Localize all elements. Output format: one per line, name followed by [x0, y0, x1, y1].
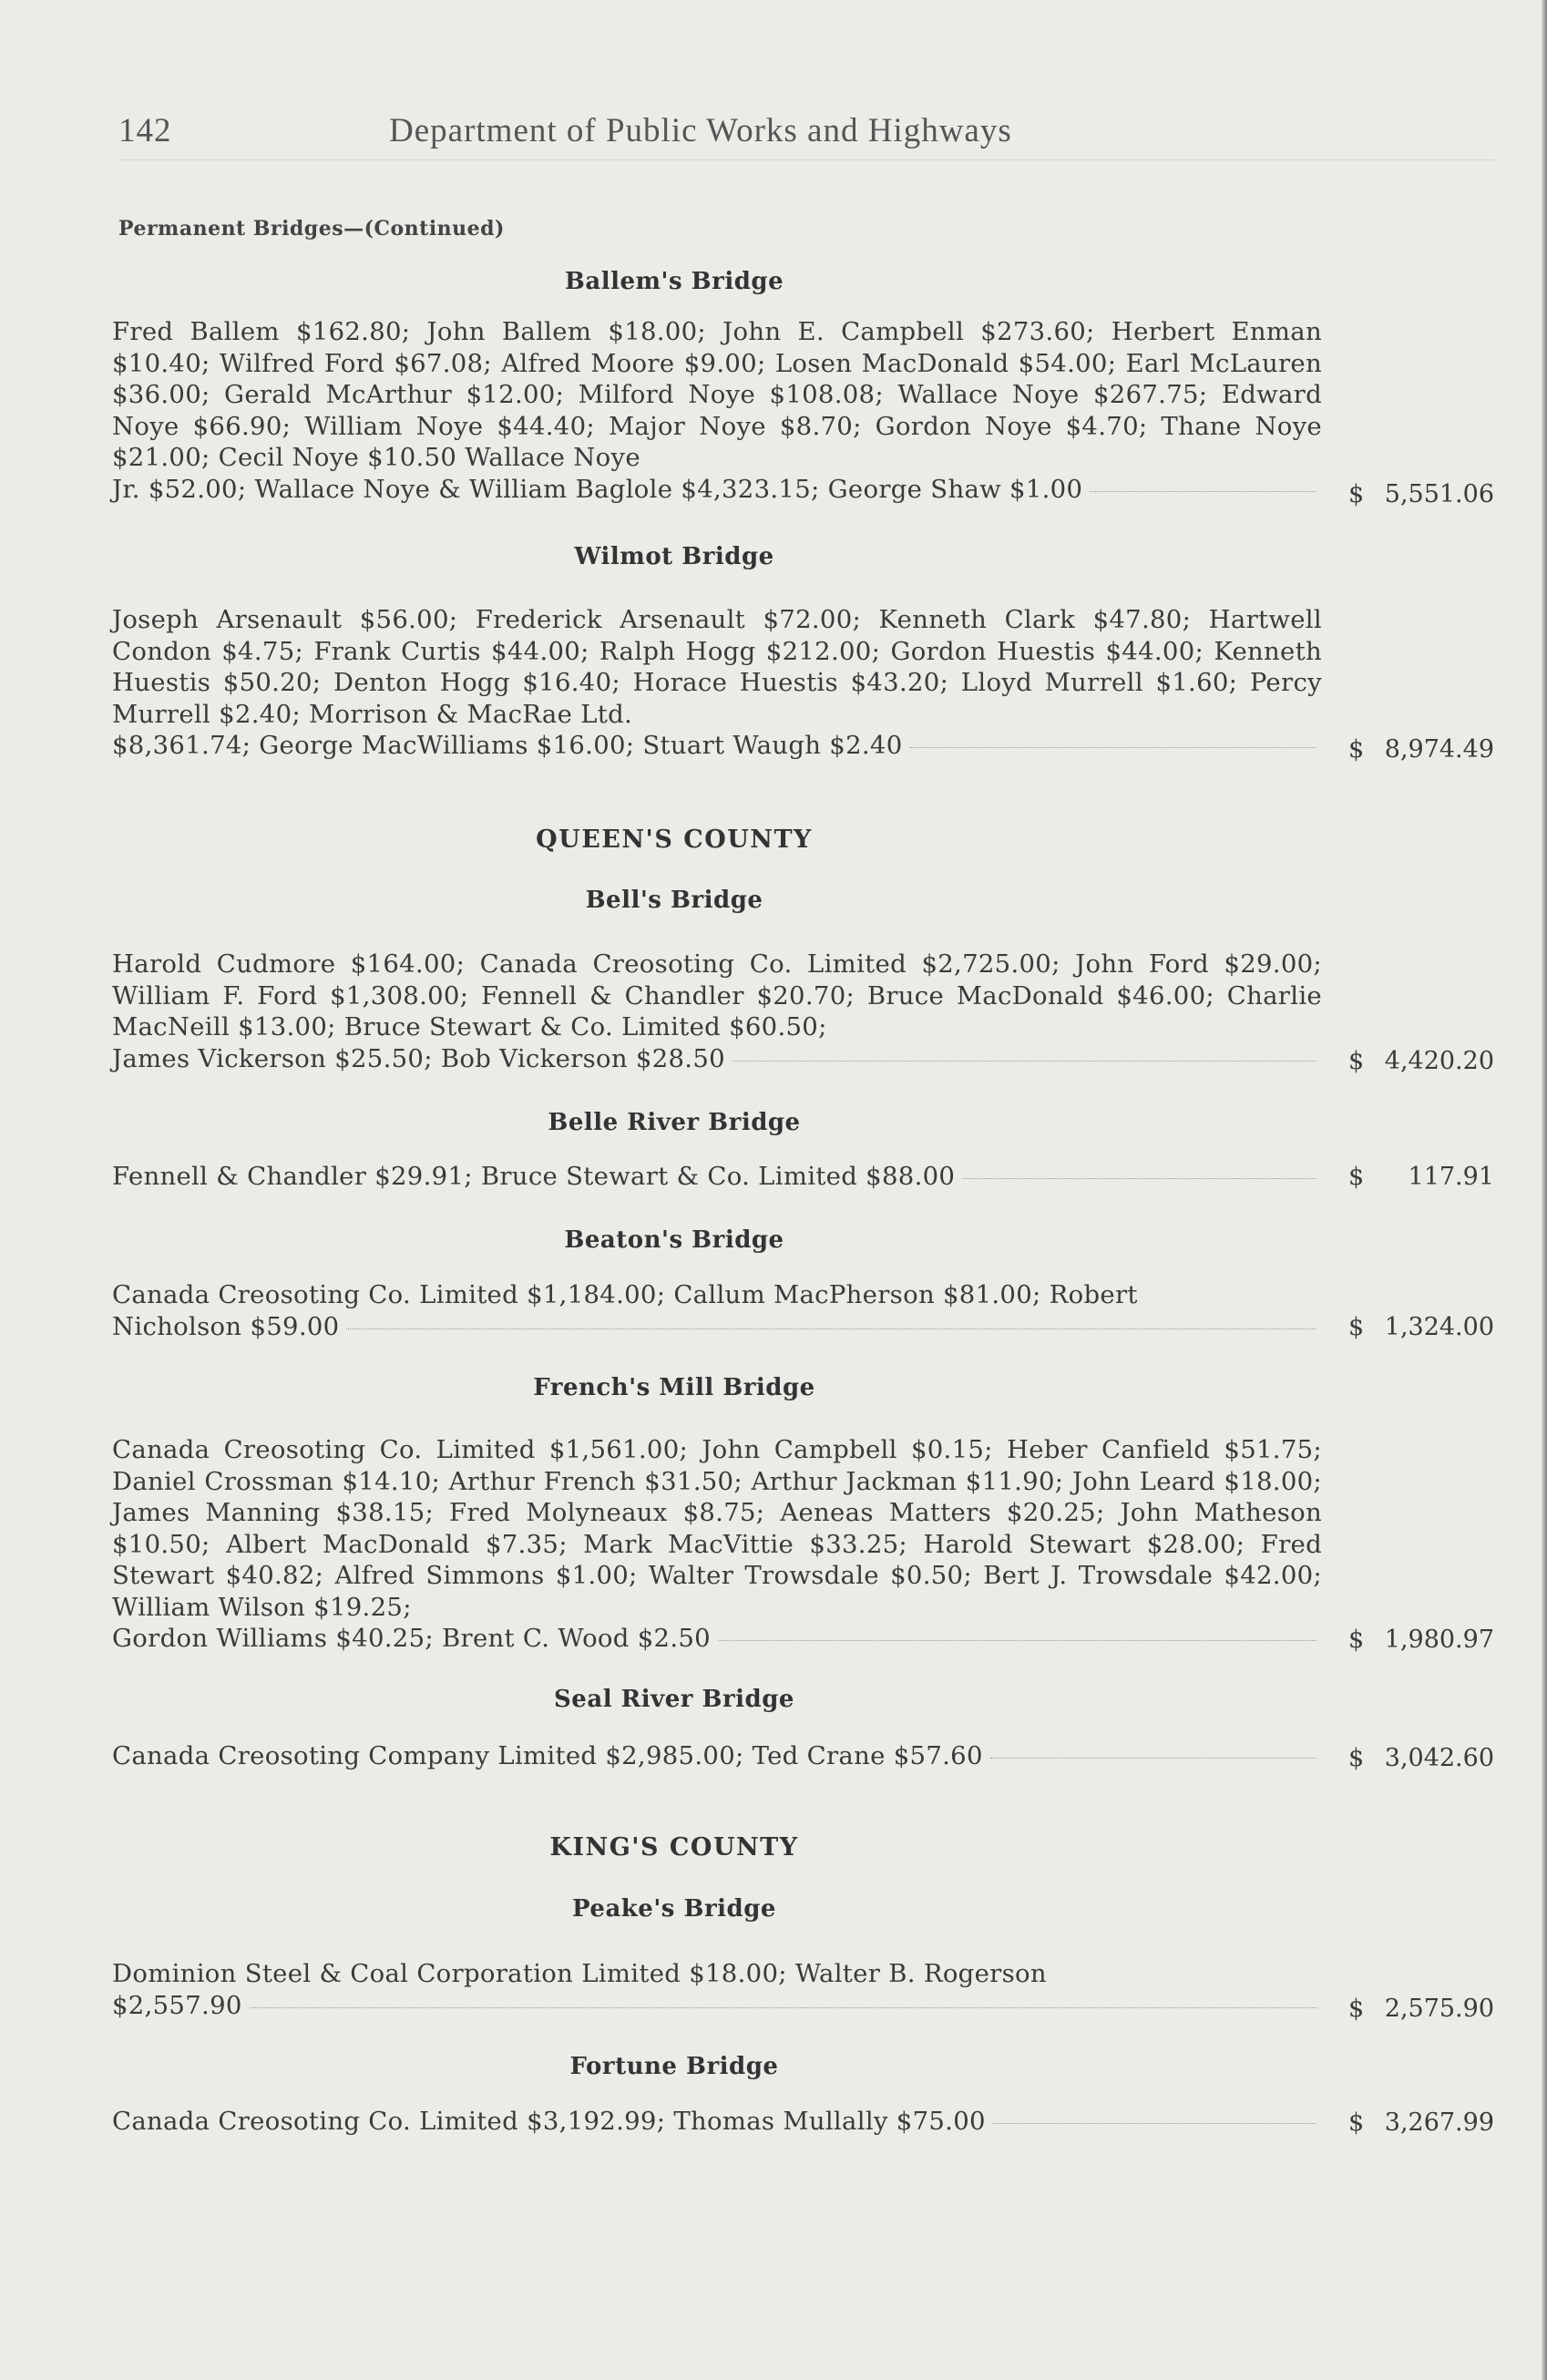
entry-last-line: Nicholson $59.00 — [112, 1311, 340, 1341]
entry-last-line: Canada Creosoting Co. Limited $3,192.99; Thomas Mullally $75.00 — [112, 2107, 986, 2136]
leader-dots — [250, 2006, 1316, 2008]
leader-dots — [993, 2122, 1316, 2124]
peakes-bridge-entry — [112, 1958, 1322, 2021]
frenchs-mill-bridge-heading: French's Mill Bridge — [533, 1374, 815, 1401]
entry-last-line: Canada Creosoting Company Limited $2,985.00; Ted Crane $57.60 — [112, 1741, 983, 1770]
total-amount: 1,980.97 — [1384, 1626, 1494, 1654]
leader-dots — [990, 1757, 1316, 1759]
seal-river-bridge-heading: Seal River Bridge — [554, 1686, 794, 1713]
fortune-bridge-heading: Fortune Bridge — [569, 2053, 779, 2080]
belle-river-bridge-entry — [112, 1161, 1322, 1193]
belle-river-bridge-heading: Belle River Bridge — [548, 1109, 801, 1136]
leader-dots — [346, 1328, 1316, 1329]
section-label: Permanent Bridges—(Continued) — [118, 217, 505, 241]
currency-sign: $ — [1348, 1313, 1365, 1341]
beatons-bridge-heading: Beaton's Bridge — [564, 1226, 784, 1254]
entry-last-line: James Vickerson $25.50; Bob Vickerson $28.50 — [112, 1043, 725, 1073]
currency-sign: $ — [1348, 480, 1365, 508]
currency-sign: $ — [1348, 1744, 1365, 1772]
header-rule — [118, 159, 1494, 160]
currency-sign: $ — [1348, 2108, 1365, 2137]
entry-body: Canada Creosoting Co. Limited $1,561.00; John Campbell $0.15; Heber Canfield $51.75; Daniel Crossman $14.10; Arthur French $31.50; Arthur Jackman $11.90; John Leard $18.00; James Manning $38.15; Fred Molyneaux $8.75; Aeneas Matters $20.25; John Matheson $10.50; Albert MacDonald $7.35; Mark MacVittie $33.25; Harold Stewart $28.00; Fred Stewart $40.82; Alfred Simmons $1.00; Walter Trowsdale $0.50; Bert J. Trowsdale $42.00; William Wilson $19.25; — [112, 1435, 1322, 1622]
entry-body: Harold Cudmore $164.00; Canada Creosoting Co. Limited $2,725.00; John Ford $29.00; William F. Ford $1,308.00; Fennell & Chandler $20.70; Bruce MacDonald $46.00; Charlie MacNeill $13.00; Bruce Stewart & Co. Limited $60.50; — [112, 949, 1322, 1041]
fortune-bridge-entry — [112, 2106, 1322, 2138]
beatons-bridge-entry — [112, 1279, 1322, 1342]
total-amount: 5,551.06 — [1384, 480, 1494, 508]
currency-sign: $ — [1348, 1995, 1365, 2023]
peakes-bridge-heading: Peake's Bridge — [572, 1895, 776, 1923]
kings-county-heading: KING'S COUNTY — [549, 1833, 799, 1862]
total-amount: 1,324.00 — [1384, 1313, 1494, 1341]
leader-dots — [910, 746, 1317, 748]
total-amount: 3,042.60 — [1384, 1744, 1494, 1772]
ballem-bridge-heading: Ballem's Bridge — [564, 268, 784, 295]
entry-body: Dominion Steel & Coal Corporation Limited $18.00; Walter B. Rogerson — [112, 1959, 1047, 1988]
leader-dots — [962, 1177, 1316, 1179]
seal-river-bridge-entry — [112, 1740, 1322, 1772]
total-amount: 8,974.49 — [1384, 735, 1494, 764]
leader-dots — [1090, 490, 1316, 492]
entry-last-line: $8,361.74; George MacWilliams $16.00; Stuart Waugh $2.40 — [112, 731, 903, 760]
currency-sign: $ — [1348, 1626, 1365, 1654]
entry-body: Canada Creosoting Co. Limited $1,184.00; Callum MacPherson $81.00; Robert — [112, 1280, 1138, 1309]
entry-last-line: Fennell & Chandler $29.91; Bruce Stewart & Co. Limited $88.00 — [112, 1162, 956, 1191]
leader-dots — [718, 1639, 1316, 1641]
entry-last-line: Gordon Williams $40.25; Brent C. Wood $2.50 — [112, 1624, 711, 1653]
page-edge-shadow — [1542, 0, 1547, 2380]
leader-dots — [733, 1060, 1316, 1062]
frenchs-mill-bridge-entry — [112, 1434, 1322, 1655]
entry-last-line: $2,557.90 — [112, 1990, 242, 2020]
total-amount: 117.91 — [1408, 1163, 1494, 1191]
currency-sign: $ — [1348, 1047, 1365, 1075]
total-amount: 3,267.99 — [1384, 2108, 1494, 2137]
entry-body: Joseph Arsenault $56.00; Frederick Arsenault $72.00; Kenneth Clark $47.80; Hartwell Condon $4.75; Frank Curtis $44.00; Ralph Hogg $212.00; Gordon Huestis $44.00; Kenneth Huestis $50.20; Denton Hogg $16.40; Horace Huestis $43.20; Lloyd Murrell $1.60; Percy Murrell $2.40; Morrison & MacRae Ltd. — [112, 605, 1322, 729]
currency-sign: $ — [1348, 1163, 1365, 1191]
currency-sign: $ — [1348, 735, 1365, 764]
page-number: 142 — [118, 112, 172, 149]
queens-county-heading: QUEEN'S COUNTY — [536, 826, 813, 854]
entry-last-line: Jr. $52.00; Wallace Noye & William Baglole $4,323.15; George Shaw $1.00 — [112, 474, 1083, 504]
bells-bridge-entry — [112, 949, 1322, 1074]
wilmot-bridge-heading: Wilmot Bridge — [574, 543, 774, 570]
ballem-bridge-entry — [112, 316, 1322, 505]
bells-bridge-heading: Bell's Bridge — [585, 887, 763, 914]
entry-body: Fred Ballem $162.80; John Ballem $18.00; John E. Campbell $273.60; Herbert Enman $10.40; Wilfred Ford $67.08; Alfred Moore $9.00; Losen MacDonald $54.00; Earl McLauren $36.00; Gerald McArthur $12.00; Milford Noye $108.08; Wallace Noye $267.75; Edward Noye $66.90; William Noye $44.40; Major Noye $8.70; Gordon Noye $4.70; Thane Noye $21.00; Cecil Noye $10.50 Wallace Noye — [112, 317, 1322, 472]
page-title: Department of Public Works and Highways — [389, 112, 1012, 149]
total-amount: 2,575.90 — [1384, 1995, 1494, 2023]
wilmot-bridge-entry — [112, 604, 1322, 762]
total-amount: 4,420.20 — [1384, 1047, 1494, 1075]
